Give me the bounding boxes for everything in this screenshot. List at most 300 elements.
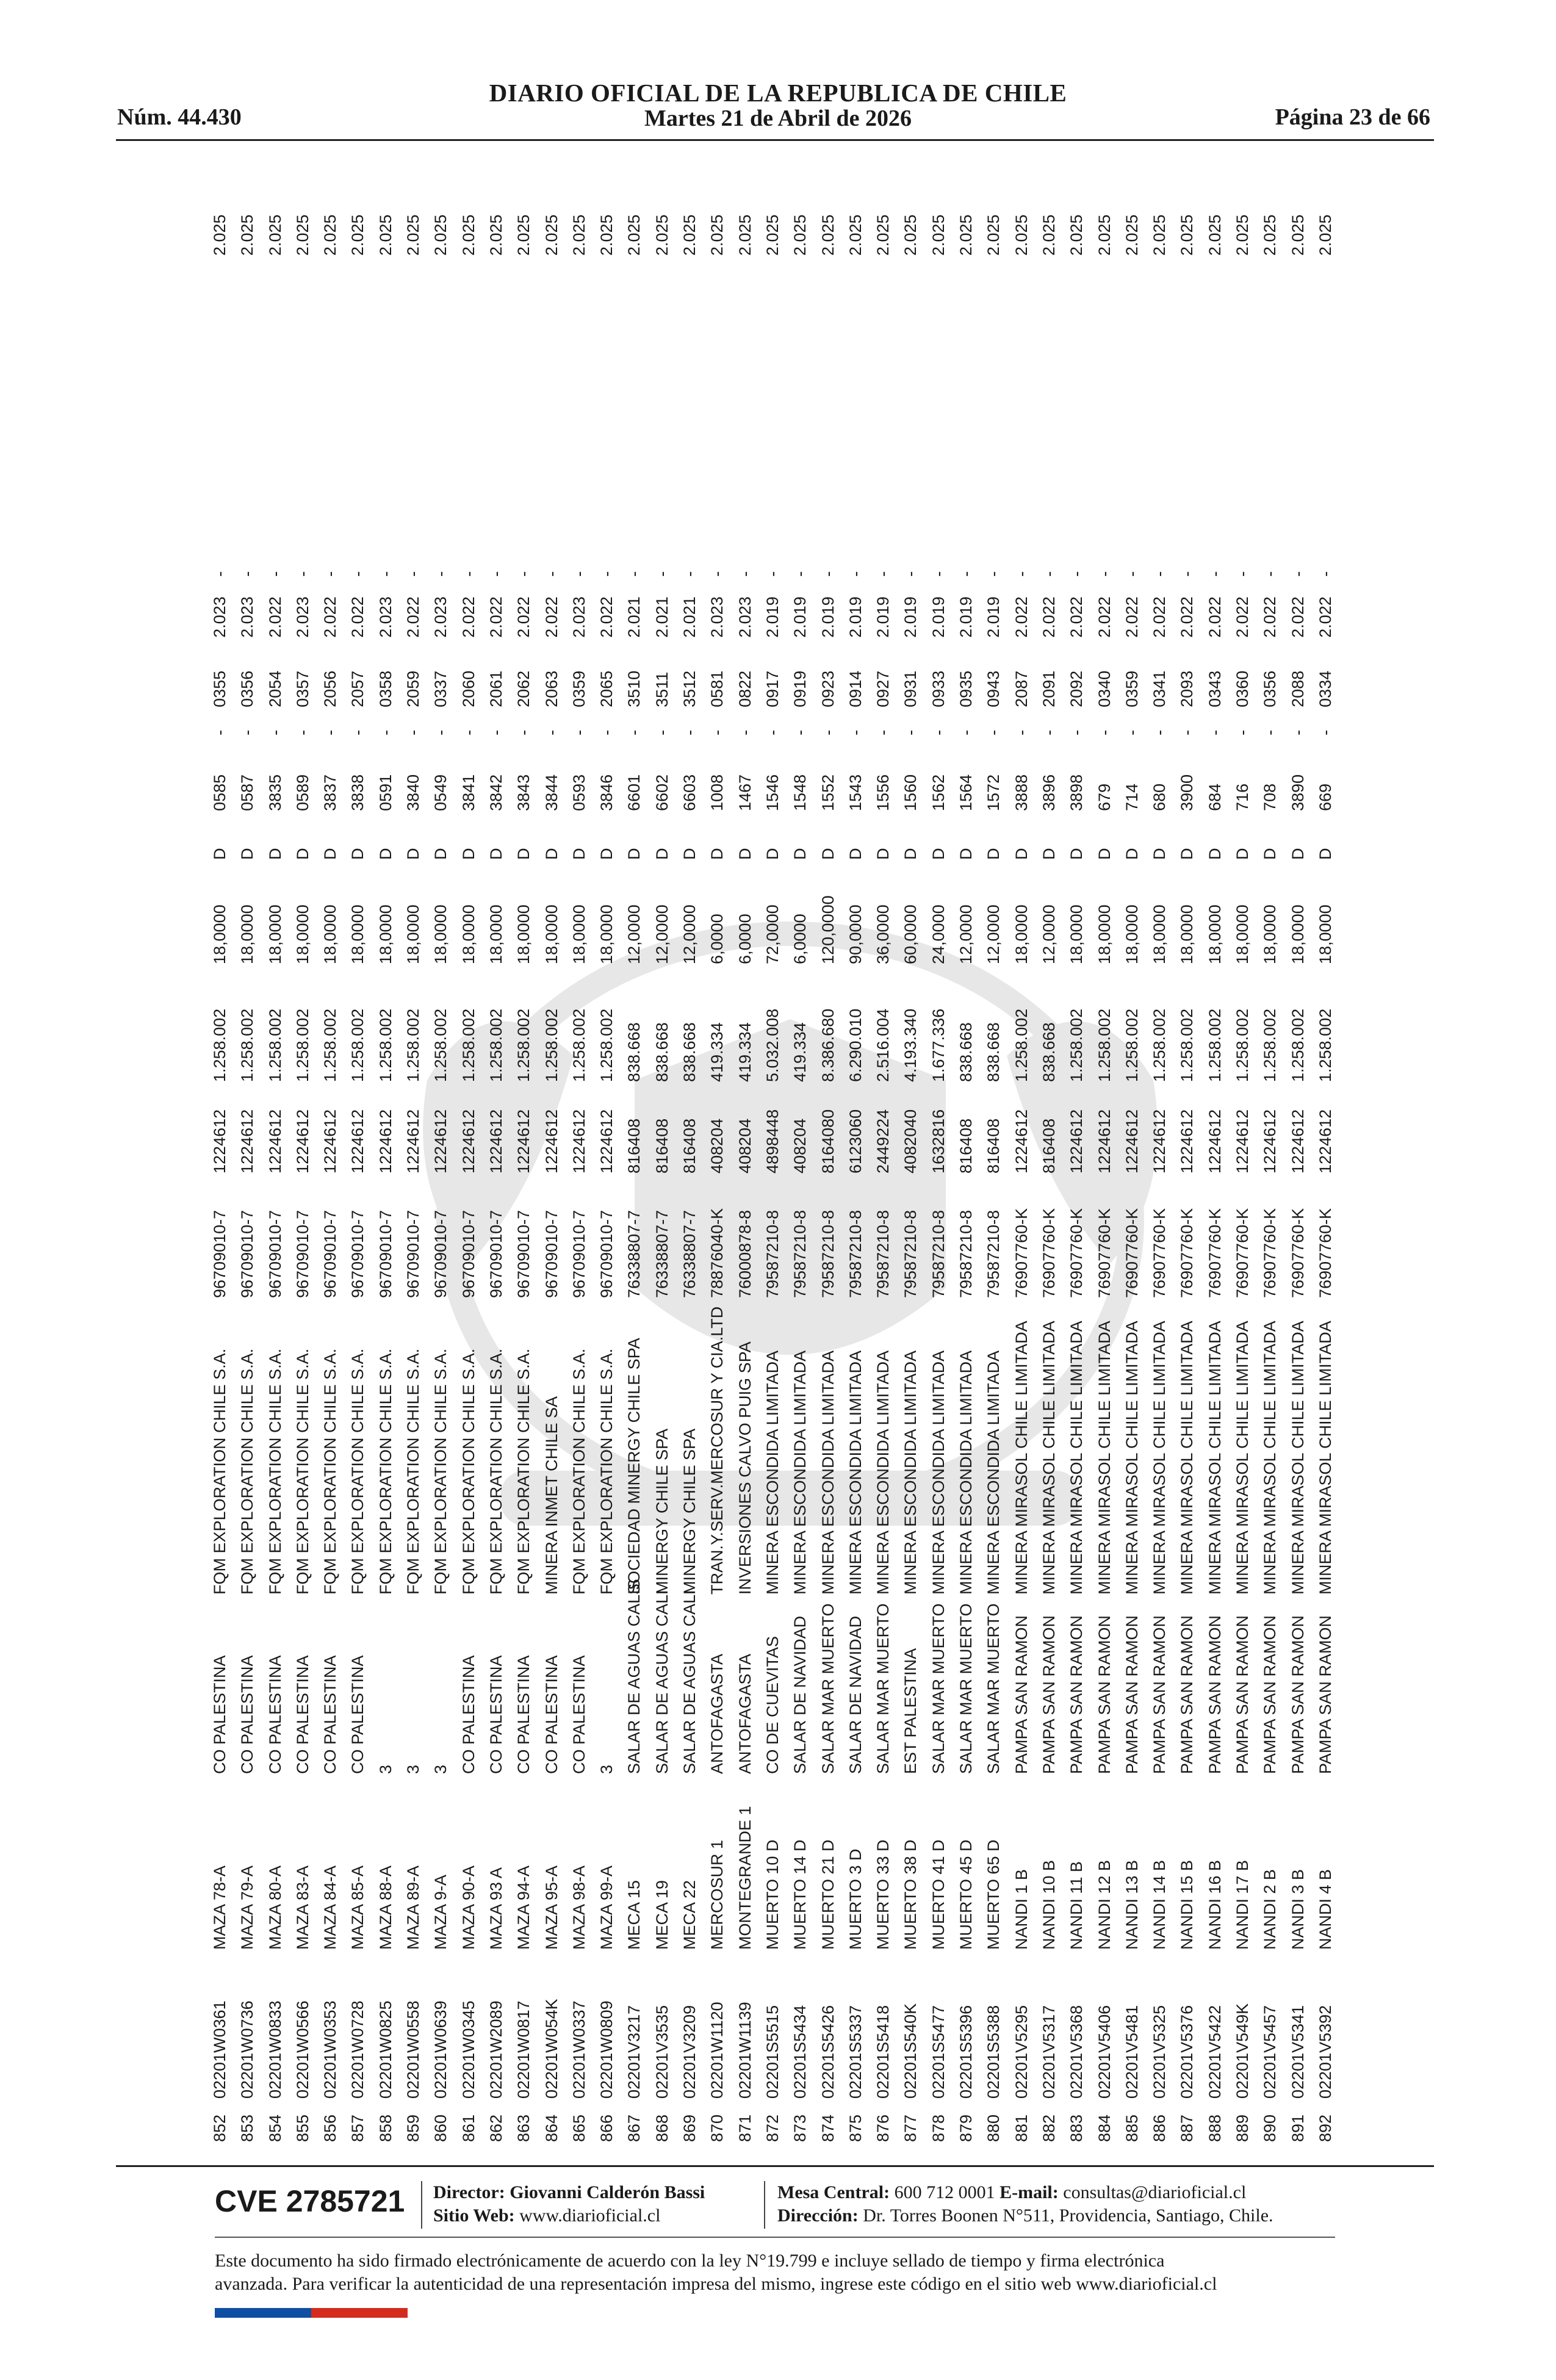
concession-code: 02201W1139 [735,2002,754,2099]
concession-name: MAZA 78-A [211,1865,229,1950]
inscription-1: 0591 [376,774,395,811]
year-2: 2.025 [763,214,782,256]
table-row [455,171,483,2157]
concession-code: 02201V3535 [652,2005,671,2099]
separator: - [597,730,616,735]
table-row [344,171,372,2157]
concession-name: MUERTO 65 D [984,1839,1003,1950]
value-1: 408204 [708,1118,727,1174]
inscription-2: 0337 [431,670,450,707]
concession-code: 02201W0825 [376,2000,395,2099]
value-1: 1224612 [1067,1109,1086,1174]
year-1: 2.019 [791,596,810,638]
inscription-2: 0359 [1122,670,1141,707]
inscription-2: 2092 [1067,670,1086,707]
separator: - [901,571,920,577]
value-1: 1224612 [542,1109,561,1174]
type: D [1233,848,1252,860]
owner: FQM EXPLORATION CHILE S.A. [376,1348,395,1595]
value-1: 4898448 [763,1109,782,1174]
row-number: 858 [376,2114,395,2142]
year-1: 2.022 [1150,596,1169,638]
site-label: Sitio Web: [433,2205,515,2226]
inscription-2: 0914 [846,670,865,707]
inscription-1: 0587 [238,774,257,811]
owner: MINERA MIRASOL CHILE LIMITADA [1288,1321,1307,1595]
hectares: 18,0000 [293,904,312,964]
row-number: 861 [459,2114,478,2142]
separator: - [486,571,505,577]
value-2: 1.258.002 [542,1008,561,1082]
rut: 79587210-8 [874,1210,893,1298]
location: ANTOFAGASTA [708,1653,727,1774]
owner: MINERA MIRASOL CHILE LIMITADA [1261,1321,1280,1595]
value-1: 1224612 [1178,1109,1197,1174]
year-2: 2.025 [293,214,312,256]
inscription-1: 1556 [874,774,893,811]
table-row [1312,171,1339,2157]
hectares: 120,0000 [818,895,837,964]
year-2: 2.025 [486,214,505,256]
concession-name: MECA 22 [680,1880,699,1950]
separator: - [1150,571,1169,577]
concession-name: MAZA 90-A [459,1865,478,1950]
legal-line: Este documento ha sido firmado electrónicamente de acuerdo con la ley N°19.799 e incluye sellado de tiempo y firma electrónica [215,2251,1165,2271]
concession-code: 02201W0817 [514,2000,533,2099]
table-row [1256,171,1284,2157]
year-2: 2.025 [1122,214,1141,256]
rut: 96709010-7 [542,1210,561,1298]
inscription-2: 3512 [680,670,699,707]
inscription-2: 0334 [1316,670,1334,707]
separator: - [293,571,312,577]
year-1: 2.019 [874,596,893,638]
rut: 79587210-8 [901,1210,920,1298]
row-number: 882 [1039,2114,1058,2142]
type: D [1261,848,1280,860]
separator: - [652,571,671,577]
value-2: 419.334 [791,1022,810,1082]
owner: FQM EXPLORATION CHILE S.A. [211,1348,229,1595]
type: D [1095,848,1114,860]
location: PAMPA SAN RAMON [1261,1615,1280,1774]
flag-stripe-red [311,2308,408,2318]
rut: 96709010-7 [293,1210,312,1298]
concession-code: 02201W0566 [293,2000,312,2099]
inscription-2: 3511 [652,671,671,707]
hectares: 36,0000 [874,904,893,964]
footer-separator [764,2181,765,2229]
row-number: 873 [791,2114,810,2142]
value-2: 1.258.002 [1288,1008,1307,1082]
value-1: 816408 [625,1118,644,1174]
owner: FQM EXPLORATION CHILE S.A. [459,1348,478,1595]
value-1: 1224612 [404,1109,423,1174]
separator: - [211,730,229,735]
inscription-2: 0927 [874,670,893,707]
separator: - [1316,730,1334,735]
separator: - [763,730,782,735]
type: D [293,848,312,860]
row-number: 876 [874,2114,893,2142]
location: CO PALESTINA [321,1655,340,1774]
value-2: 1.258.002 [321,1008,340,1082]
email-link[interactable]: consultas@diarioficial.cl [1063,2182,1247,2202]
inscription-1: 1572 [984,774,1003,811]
hectares: 18,0000 [376,904,395,964]
inscription-1: 0589 [293,774,312,811]
table-row [317,171,344,2157]
location: PAMPA SAN RAMON [1288,1615,1307,1774]
row-number: 883 [1067,2114,1086,2142]
separator: - [1261,730,1280,735]
hectares: 18,0000 [1233,904,1252,964]
row-number: 854 [265,2114,284,2142]
inscription-1: 3840 [404,774,423,811]
separator: - [569,730,588,735]
inscription-2: 0931 [901,670,920,707]
location: EST PALESTINA [901,1648,920,1774]
concession-code: 02201W0728 [348,2000,367,2099]
hectares: 18,0000 [459,904,478,964]
value-1: 816408 [680,1118,699,1174]
inscription-1: 3888 [1012,774,1031,811]
year-2: 2.025 [597,214,616,256]
value-1: 1224612 [1261,1109,1280,1174]
separator: - [404,730,423,735]
type: D [265,848,284,860]
rut: 96709010-7 [514,1210,533,1298]
value-1: 1224612 [459,1109,478,1174]
concession-name: MAZA 98-A [569,1865,588,1950]
rut: 96709010-7 [431,1210,450,1298]
year-2: 2.025 [1067,214,1086,256]
inscription-1: 6603 [680,774,699,811]
location: SALAR DE AGUAS CALI [652,1590,671,1774]
type: D [1205,848,1224,860]
table-row [870,171,897,2157]
owner: MINERA MIRASOL CHILE LIMITADA [1095,1321,1114,1595]
table-row [1091,171,1118,2157]
rut: 76907760-K [1288,1208,1307,1298]
type: D [542,848,561,860]
hectares: 18,0000 [486,904,505,964]
hectares: 18,0000 [265,904,284,964]
table-row [1173,171,1201,2157]
concession-name: NANDI 10 B [1039,1859,1058,1950]
concession-code: 02201V5481 [1122,2005,1141,2099]
row-number: 878 [929,2114,948,2142]
concession-name: MAZA 88-A [376,1865,395,1950]
location: PAMPA SAN RAMON [1178,1615,1197,1774]
director-label: Director: [433,2182,505,2202]
type: D [376,848,395,860]
row-number: 855 [293,2114,312,2142]
hectares: 18,0000 [1205,904,1224,964]
separator: - [901,730,920,735]
location: SALAR MAR MUERTO [929,1603,948,1774]
concession-code: 02201W0558 [404,2000,423,2099]
table-row [510,171,538,2157]
year-2: 2.025 [652,214,671,256]
location: CO DE CUEVITAS [763,1635,782,1774]
year-1: 2.019 [957,596,976,638]
location: 3 [376,1764,395,1774]
table-row [289,171,317,2157]
table-row [732,171,759,2157]
separator: - [1122,730,1141,735]
concession-code: 02201V5341 [1288,2005,1307,2099]
concession-name: MAZA 85-A [348,1865,367,1950]
value-2: 1.258.002 [431,1008,450,1082]
concession-code: 02201V549K [1233,2003,1252,2099]
value-1: 1224612 [597,1109,616,1174]
year-1: 2.022 [321,596,340,638]
year-2: 2.025 [818,214,837,256]
concession-name: MUERTO 45 D [957,1839,976,1950]
table-row [1063,171,1090,2157]
hectares: 12,0000 [680,904,699,964]
value-2: 2.516.004 [874,1008,893,1082]
inscription-1: 1564 [957,774,976,811]
value-2: 1.258.002 [459,1008,478,1082]
concession-code: 02201W054K [542,1999,561,2099]
rut: 76907760-K [1178,1208,1197,1298]
year-1: 2.023 [211,596,229,638]
separator: - [459,730,478,735]
owner: MINERA ESCONDIDA LIMITADA [791,1350,810,1595]
owner: FQM EXPLORATION CHILE S.A. [348,1348,367,1595]
rut: 96709010-7 [211,1210,229,1298]
inscription-1: 0549 [431,774,450,811]
value-2: 1.258.002 [1261,1008,1280,1082]
separator: - [763,571,782,577]
value-2: 1.258.002 [1122,1008,1141,1082]
row-number: 866 [597,2114,616,2142]
concession-code: 02201V5317 [1039,2005,1058,2099]
row-number: 870 [708,2114,727,2142]
hectares: 6,0000 [708,914,727,964]
value-2: 1.258.002 [348,1008,367,1082]
type: D [348,848,367,860]
table-row [676,171,704,2157]
value-1: 1224612 [321,1109,340,1174]
owner: MINERA MIRASOL CHILE LIMITADA [1205,1321,1224,1595]
separator: - [431,730,450,735]
owner: FQM EXPLORATION CHILE S.A. [321,1348,340,1595]
footer-divider-thin [215,2237,1335,2238]
year-1: 2.022 [486,596,505,638]
value-1: 1224612 [376,1109,395,1174]
row-number: 875 [846,2114,865,2142]
concession-name: NANDI 1 B [1012,1869,1031,1950]
separator: - [957,571,976,577]
year-2: 2.025 [901,214,920,256]
owner: FQM EXPLORATION CHILE S.A. [486,1348,505,1595]
year-2: 2.025 [348,214,367,256]
inscription-1: 3843 [514,774,533,811]
year-1: 2.022 [1122,596,1141,638]
separator: - [1288,730,1307,735]
separator: - [1012,730,1031,735]
inscription-2: 0360 [1233,670,1252,707]
row-number: 872 [763,2114,782,2142]
year-1: 2.021 [625,596,644,638]
type: D [597,848,616,860]
concession-name: MECA 19 [652,1880,671,1950]
year-2: 2.025 [376,214,395,256]
concession-code: 02201V3209 [680,2005,699,2099]
value-2: 1.258.002 [1012,1008,1031,1082]
owner: MINERA MIRASOL CHILE LIMITADA [1122,1321,1141,1595]
inscription-1: 6601 [625,774,644,811]
row-number: 880 [984,2114,1003,2142]
concession-code: 02201V5368 [1067,2005,1086,2099]
concession-name: MAZA 79-A [238,1865,257,1950]
type: D [404,848,423,860]
location: CO PALESTINA [459,1655,478,1774]
value-2: 838.668 [652,1022,671,1082]
concession-code: 02201W0833 [265,2000,284,2099]
concession-code: 02201V5457 [1261,2005,1280,2099]
type: D [680,848,699,860]
inscription-1: 669 [1316,783,1334,811]
separator: - [542,730,561,735]
owner: MINERGY CHILE SPA [652,1428,671,1595]
concession-name: MAZA 9-A [431,1874,450,1950]
table-row [1008,171,1036,2157]
inscription-2: 0357 [293,670,312,707]
year-2: 2.025 [238,214,257,256]
inscription-1: 1008 [708,774,727,811]
inscription-2: 0933 [929,670,948,707]
owner: INVERSIONES CALVO PUIG SPA [735,1341,754,1595]
location: CO PALESTINA [238,1655,257,1774]
legal-notice [215,2249,1362,2296]
year-1: 2.021 [680,596,699,638]
value-1: 2449224 [874,1109,893,1174]
inscription-1: 3838 [348,774,367,811]
inscription-2: 0358 [376,670,395,707]
separator: - [1261,571,1280,577]
concession-name: NANDI 2 B [1261,1869,1280,1950]
location: CO PALESTINA [514,1655,533,1774]
table-row [980,171,1007,2157]
value-2: 1.258.002 [404,1008,423,1082]
separator: - [984,730,1003,735]
year-1: 2.019 [763,596,782,638]
row-number: 871 [735,2114,754,2142]
value-1: 4082040 [901,1109,920,1174]
location: PAMPA SAN RAMON [1039,1615,1058,1774]
concession-name: NANDI 17 B [1233,1859,1252,1950]
concession-name: MONTEGRANDE 1 [735,1806,754,1950]
row-number: 887 [1178,2114,1197,2142]
inscription-2: 0356 [238,670,257,707]
type: D [1288,848,1307,860]
owner: MINERA ESCONDIDA LIMITADA [818,1350,837,1595]
separator: - [1150,730,1169,735]
table-row [400,171,427,2157]
separator: - [1039,730,1058,735]
separator: - [1067,730,1086,735]
inscription-1: 716 [1233,783,1252,811]
separator: - [680,730,699,735]
hectares: 18,0000 [1288,904,1307,964]
location: SALAR MAR MUERTO [957,1603,976,1774]
year-2: 2.025 [1288,214,1307,256]
owner: MINERA MIRASOL CHILE LIMITADA [1067,1321,1086,1595]
concession-code: 02201V5406 [1095,2005,1114,2099]
inscription-2: 0355 [211,670,229,707]
type: D [1039,848,1058,860]
inscription-2: 0919 [791,670,810,707]
table-row [538,171,566,2157]
separator: - [735,730,754,735]
location: CO PALESTINA [542,1655,561,1774]
table-row [1118,171,1146,2157]
type: D [984,848,1003,860]
concession-code: 02201S5337 [846,2005,865,2099]
hectares: 12,0000 [625,904,644,964]
table-row [372,171,400,2157]
type: D [818,848,837,860]
rut: 96709010-7 [597,1210,616,1298]
type: D [791,848,810,860]
row-number: 888 [1205,2114,1224,2142]
separator: - [957,730,976,735]
hectares: 18,0000 [1095,904,1114,964]
value-2: 1.258.002 [1233,1008,1252,1082]
value-1: 1224612 [486,1109,505,1174]
rut: 79587210-8 [929,1210,948,1298]
inscription-2: 0343 [1205,670,1224,707]
type: D [1316,848,1334,860]
location: CO PALESTINA [348,1655,367,1774]
site-link[interactable]: www.diarioficial.cl [519,2205,661,2226]
separator: - [791,730,810,735]
type: D [486,848,505,860]
year-1: 2.022 [1316,596,1334,638]
row-number: 889 [1233,2114,1252,2142]
year-1: 2.022 [1039,596,1058,638]
row-number: 879 [957,2114,976,2142]
inscription-2: 2065 [597,670,616,707]
inscription-2: 2091 [1039,670,1058,707]
separator: - [238,730,257,735]
separator: - [514,730,533,735]
concession-name: NANDI 4 B [1316,1869,1334,1950]
separator: - [929,571,948,577]
page-number: Página 23 de 66 [1275,104,1430,130]
separator: - [1178,730,1197,735]
owner: MINERA ESCONDIDA LIMITADA [984,1350,1003,1595]
row-number: 856 [321,2114,340,2142]
separator: - [929,730,948,735]
separator: - [874,571,893,577]
year-1: 2.022 [1288,596,1307,638]
hectares: 12,0000 [1039,904,1058,964]
inscription-1: 1543 [846,774,865,811]
separator: - [348,730,367,735]
separator: - [846,730,865,735]
rut: 96709010-7 [348,1210,367,1298]
owner: FQM EXPLORATION CHILE S.A. [404,1348,423,1595]
inscription-2: 0935 [957,670,976,707]
table-row [704,171,731,2157]
location: 3 [431,1764,450,1774]
rut: 76907760-K [1261,1208,1280,1298]
